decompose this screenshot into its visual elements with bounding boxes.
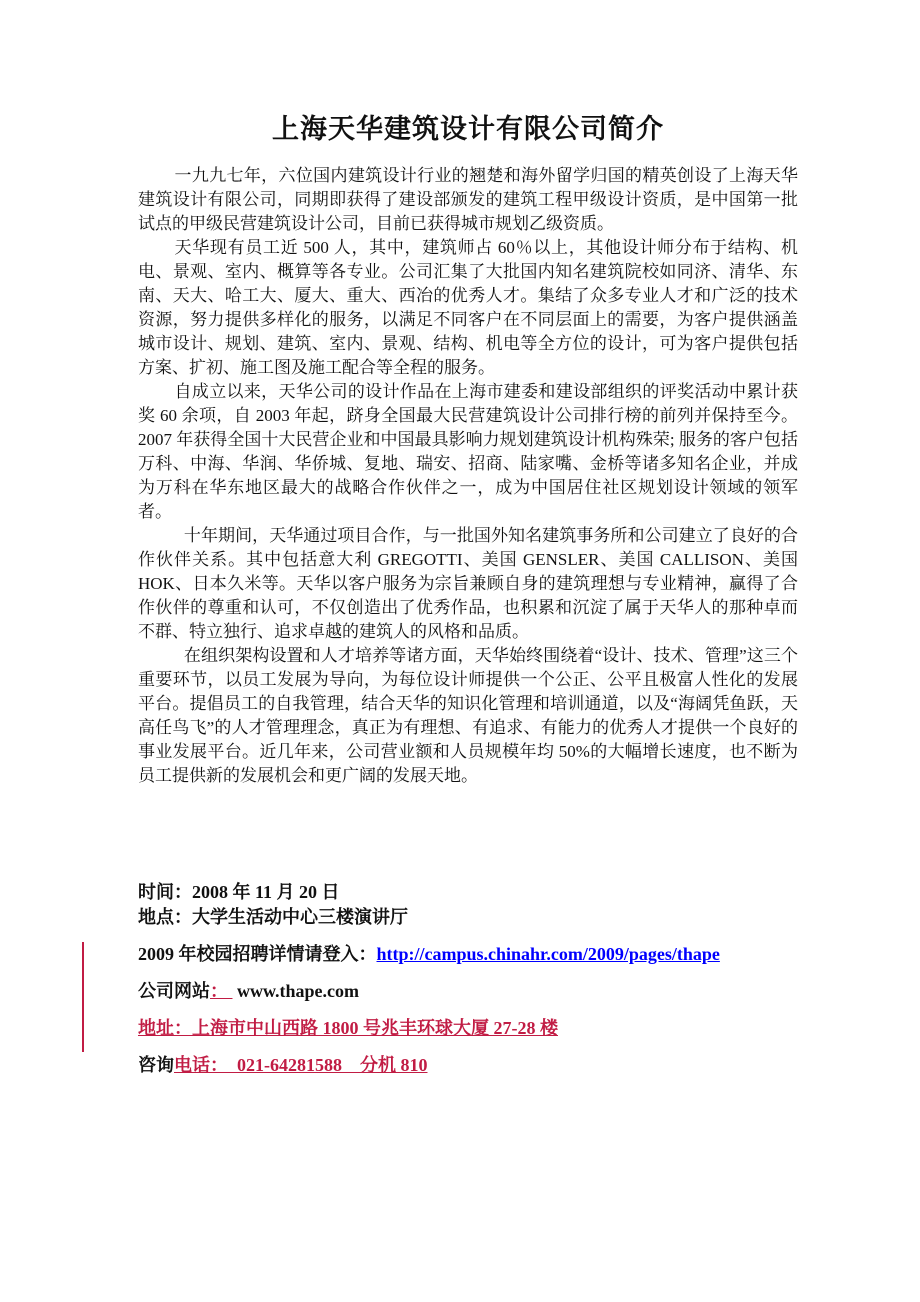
address-line	[138, 1016, 798, 1041]
paragraph-culture: 在组织架构设置和人才培养等诸方面，天华始终围绕着“设计、技术、管理”这三个重要环节，以员工发展为导向，为每位设计师提供一个公正、公平且极富人性化的发展平台。提倡员工的自我管理，结合天华的知识化管理和培训通道，以及“海阔凭鱼跃，天高任鸟飞”的人才管理理念，真正为有理想、有追求、有能力的优秀人才提供一个良好的事业发展平台。近几年来，公司营业额和人员规模年均 50%的大幅增长速度，也不断为员工提供新的发展机会和更广阔的发展天地。	[138, 646, 798, 785]
paragraph-staff: 天华现有员工近 500 人，其中，建筑师占 60％以上，其他设计师分布于结构、机电、景观、室内、概算等各专业。公司汇集了大批国内知名建筑院校如同济、清华、东南、天大、哈工大、厦大、重大、西冶的优秀人才。集结了众多专业人才和广泛的技术资源，努力提供多样化的服务，以满足不同客户在不同层面上的需要，为客户提供涵盖城市设计、规划、建筑、室内、景观、结构、机电等全方位的设计，可为客户提供包括方案、扩初、施工图及施工配合等全程的服务。	[138, 238, 798, 377]
paragraph-intro: 一九九七年，六位国内建筑设计行业的翘楚和海外留学归国的精英创设了上海天华建筑设计有限公司，同期即获得了建设部颁发的建筑工程甲级设计资质，是中国第一批试点的甲级民营建筑设计公司，目前已获得城市规划乙级资质。	[138, 166, 798, 233]
website-line	[138, 979, 798, 1004]
phone-line	[138, 1053, 798, 1078]
address-text: 地址：上海市中山西路 1800 号兆丰环球大厦 27-28 楼	[138, 1018, 558, 1038]
recruit-line	[138, 942, 798, 967]
paragraph-partners: 十年期间，天华通过项目合作，与一批国外知名建筑事务所和公司建立了良好的合作伙伴关系。其中包括意大利 GREGOTTI、美国 GENSLER、美国 CALLISON、美国 HOK、日本久米等。天华以客户服务为宗旨兼顾自身的建筑理想与专业精神，赢得了合作伙伴的尊重和认可，不仅创造出了优秀作品，也积累和沉淀了属于天华人的那种卓而不群、特立独行、追求卓越的建筑人的风格和品质。	[138, 526, 798, 641]
recruit-link[interactable]: http://campus.chinahr.com/2009/pages/thape	[376, 944, 720, 964]
website-url: www.thape.com	[232, 981, 359, 1001]
tracked-change-bar	[82, 942, 84, 1052]
website-label: 公司网站	[138, 981, 210, 1001]
page-title: 上海天华建筑设计有限公司简介	[272, 114, 664, 144]
website-colon: ：	[210, 981, 233, 1001]
paragraph-awards: 自成立以来，天华公司的设计作品在上海市建委和建设部组织的评奖活动中累计获奖 60 余项，自 2003 年起，跻身全国最大民营建筑设计公司排行榜的前列并保持至今。2007 年获得全国十大民营企业和中国最具影响力规划建筑设计机构殊荣; 服务的客户包括万科、中海、华润、华侨城、复地、瑞安、招商、陆家嘴、金桥等诸多知名企业，并成为万科在华东地区最大的战略合作伙伴之一，成为中国居住社区规划设计领域的领军者。	[138, 382, 798, 521]
event-location: 地点：大学生活动中心三楼演讲厅	[138, 907, 408, 927]
event-time: 时间：2008 年 11 月 20 日	[138, 882, 340, 902]
event-info-block	[138, 880, 798, 1078]
phone-label: 咨询	[138, 1055, 174, 1075]
recruit-label: 2009 年校园招聘详情请登入：	[138, 944, 377, 964]
phone-text: 电话： 021-64281588 分机 810	[174, 1055, 428, 1075]
document-body	[138, 164, 798, 788]
